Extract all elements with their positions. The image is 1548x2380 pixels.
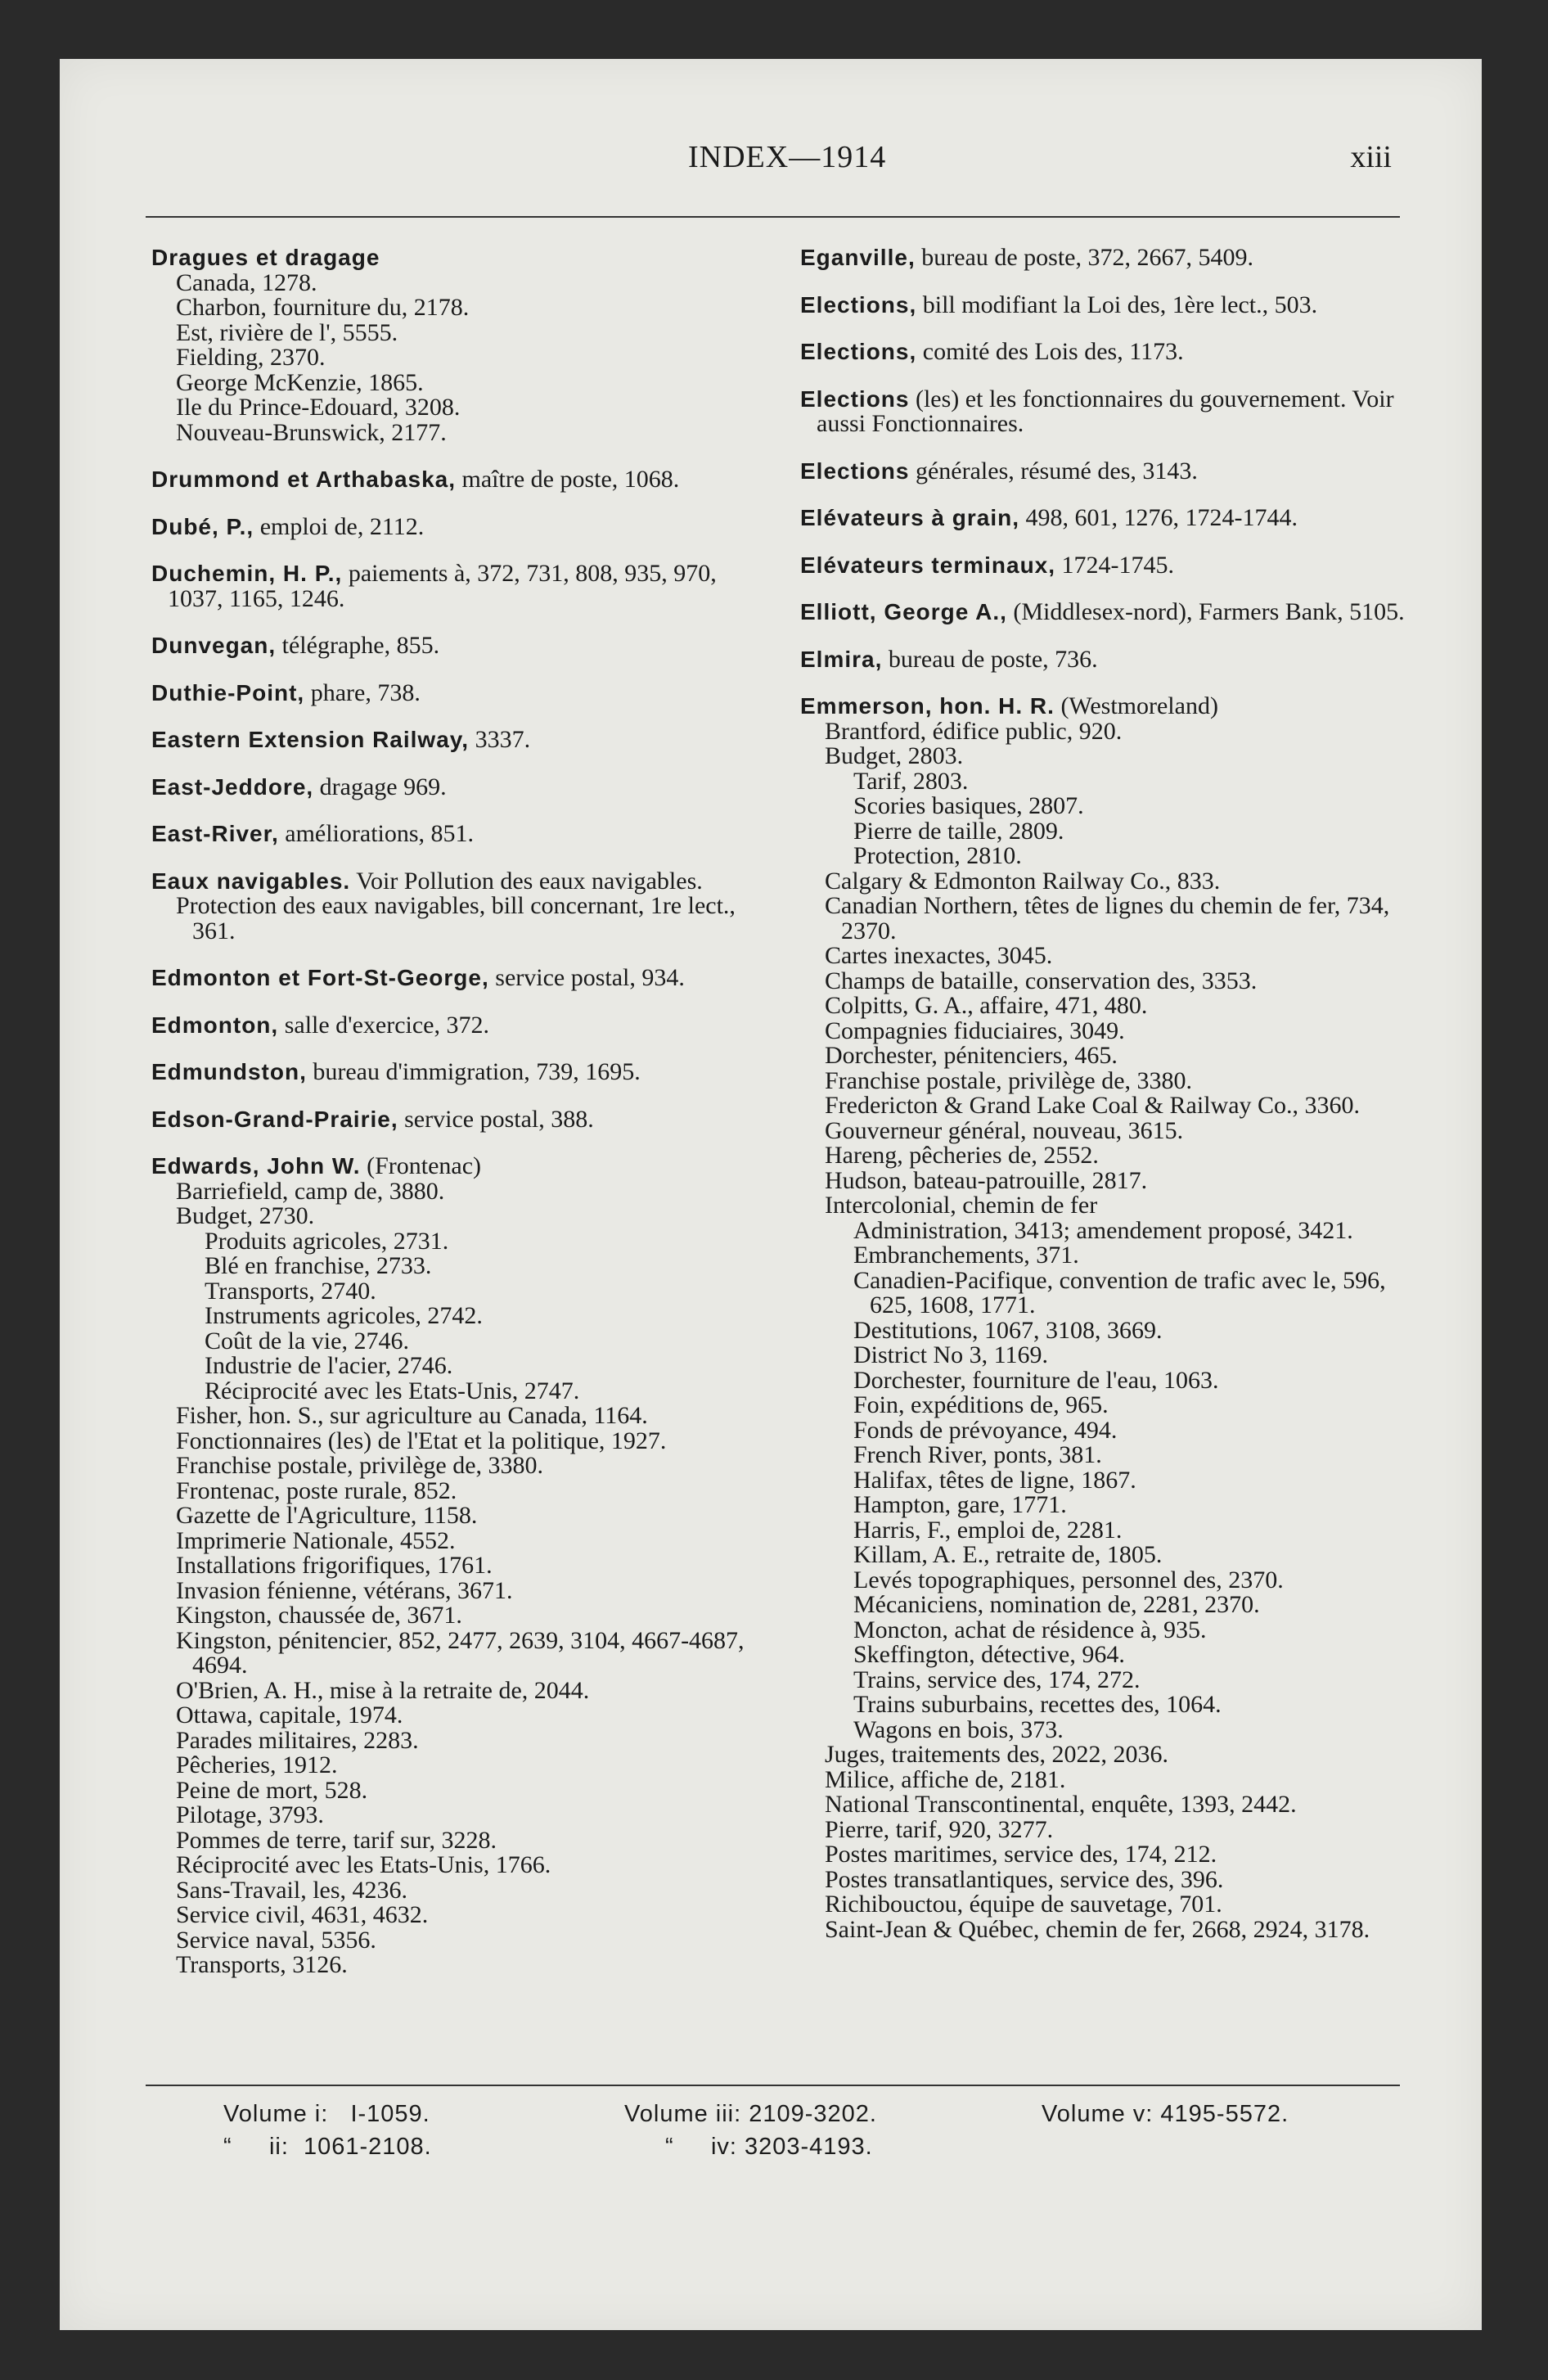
entry-heading-line: [151, 728, 765, 753]
sub-entry: Killam, A. E., retraite de, 1805.: [853, 1541, 1163, 1568]
index-entry: [151, 1013, 765, 1039]
entry-heading-line: [800, 506, 1414, 531]
sub-entry: Harris, F., emploi de, 2281.: [853, 1516, 1123, 1544]
sub-entry: Scories basiques, 2807.: [853, 792, 1084, 819]
sub-entry: Réciprocité avec les Etats-Unis, 2747.: [205, 1377, 580, 1404]
entry-headword: Elévateurs terminaux,: [800, 552, 1056, 578]
sub-entry: Skeffington, détective, 964.: [853, 1641, 1125, 1668]
sub-entry: Budget, 2803.: [825, 742, 964, 769]
index-entry: [151, 467, 765, 493]
sub-entry: Hampton, gare, 1771.: [853, 1491, 1067, 1518]
sub-entry: Brantford, édifice public, 920.: [825, 717, 1123, 745]
footer-volume-iii: Volume iii: 2109-3202.: [624, 2101, 877, 2127]
sub-entry: Transports, 3126.: [176, 1951, 348, 1978]
sub-entry: Pierre de taille, 2809.: [853, 817, 1064, 845]
index-entry: [800, 340, 1414, 365]
entry-text: maître de poste, 1068.: [461, 466, 680, 493]
sub-entry: Produits agricoles, 2731.: [205, 1227, 449, 1255]
sub-entry: Protection des eaux navigables, bill concernant, 1re lect., 361.: [176, 892, 736, 944]
entry-text: service postal, 934.: [495, 964, 685, 991]
entry-headword: East-Jeddore,: [151, 773, 314, 800]
index-entry: [800, 506, 1414, 531]
index-entry: [151, 561, 765, 611]
entry-headword: Elections: [800, 458, 910, 484]
entry-headword: Emmerson, hon. H. R.: [800, 693, 1055, 719]
sub-entry: Calgary & Edmonton Railway Co., 833.: [825, 867, 1221, 895]
index-entry: [800, 694, 1414, 1942]
entry-headword: Edmundston,: [151, 1059, 307, 1084]
sub-entry: Franchise postale, privilège de, 3380.: [176, 1452, 544, 1479]
sub-entry: Intercolonial, chemin de fer: [825, 1192, 1098, 1219]
entry-heading-line: [800, 600, 1414, 625]
entry-text: (Middlesex-nord), Farmers Bank, 5105.: [1013, 598, 1405, 625]
entry-heading-line: [800, 647, 1414, 673]
sub-entry: Cartes inexactes, 3045.: [825, 942, 1053, 969]
sub-entry: Gouverneur général, nouveau, 3615.: [825, 1116, 1184, 1144]
entry-heading-line: [151, 678, 765, 706]
entry-headword: Duchemin, H. P.,: [151, 561, 343, 586]
sub-entry: Pierre, tarif, 920, 3277.: [825, 1815, 1054, 1843]
entry-text: bureau de poste, 372, 2667, 5409.: [921, 244, 1253, 271]
sub-entry: Est, rivière de l', 5555.: [176, 318, 398, 346]
index-entry: [800, 246, 1414, 271]
entry-heading-line: [151, 869, 765, 895]
entry-headword: Dubé, P.,: [151, 513, 254, 539]
entry-headword: Elliott, George A.,: [800, 599, 1007, 624]
entry-heading-line: [800, 340, 1414, 365]
sub-entry: Mécaniciens, nomination de, 2281, 2370.: [853, 1591, 1260, 1618]
entry-heading-line: [151, 822, 765, 847]
sub-entry: Barriefield, camp de, 3880.: [176, 1177, 445, 1205]
entry-headword: Edwards, John W.: [151, 1153, 361, 1179]
entry-text: (Westmoreland): [1060, 692, 1218, 719]
index-entry: [151, 775, 765, 800]
entry-headword: Elections,: [800, 291, 917, 318]
entry-text: bureau de poste, 736.: [888, 645, 1098, 673]
entry-heading-line: [151, 966, 765, 991]
sub-entry: Imprimerie Nationale, 4552.: [176, 1526, 456, 1554]
sub-entry: Coût de la vie, 2746.: [205, 1327, 409, 1355]
index-entry: [151, 512, 765, 540]
entry-headword: Elévateurs à grain,: [800, 505, 1020, 530]
sub-entry: Saint-Jean & Québec, chemin de fer, 2668, 2924, 3178.: [825, 1915, 1370, 1943]
sub-entry: French River, ponts, 381.: [853, 1441, 1102, 1468]
header-rule: [146, 216, 1400, 218]
entry-text: salle d'exercice, 372.: [284, 1011, 489, 1039]
entry-headword: Edson-Grand-Prairie,: [151, 1106, 398, 1132]
sub-entry: Fielding, 2370.: [176, 344, 326, 371]
entry-headword: Drummond et Arthabaska,: [151, 467, 457, 492]
entry-headword: Elections: [800, 385, 910, 412]
sub-entry: Fredericton & Grand Lake Coal & Railway Co., 3360.: [825, 1092, 1361, 1119]
sub-entry: Sans-Travail, les, 4236.: [176, 1876, 408, 1904]
entry-headword: Edmonton,: [151, 1012, 279, 1038]
sub-entry: National Transcontinental, enquête, 1393, 2442.: [825, 1791, 1297, 1818]
index-entry: [800, 459, 1414, 485]
entry-text: bureau d'immigration, 739, 1695.: [313, 1058, 641, 1085]
entry-heading-line: [151, 561, 765, 611]
entry-heading-line: [151, 775, 765, 800]
entry-text: emploi de, 2112.: [259, 512, 425, 540]
sub-entry: O'Brien, A. H., mise à la retraite de, 2044.: [176, 1676, 590, 1704]
sub-entry: Transports, 2740.: [205, 1277, 376, 1305]
sub-entry: Charbon, fourniture du, 2178.: [176, 294, 470, 321]
sub-entry: Trains, service des, 174, 272.: [853, 1666, 1141, 1693]
sub-entry: Franchise postale, privilège de, 3380.: [825, 1066, 1193, 1094]
entry-heading-line: [151, 633, 765, 659]
sub-entry: Milice, affiche de, 2181.: [825, 1765, 1066, 1793]
sub-entry: Colpitts, G. A., affaire, 471, 480.: [825, 992, 1148, 1019]
sub-entry: Pommes de terre, tarif sur, 3228.: [176, 1826, 497, 1854]
sub-entry: Canadien-Pacifique, convention de trafic avec le, 596, 625, 1608, 1771.: [853, 1266, 1386, 1318]
entry-text: (Frontenac): [367, 1152, 482, 1179]
sub-entry: Champs de bataille, conservation des, 3353.: [825, 967, 1258, 994]
index-entry: [151, 1107, 765, 1133]
sub-entry: Instruments agricoles, 2742.: [205, 1302, 483, 1329]
entry-heading-line: [151, 1013, 765, 1039]
index-entry: [151, 728, 765, 753]
sub-entry: Gazette de l'Agriculture, 1158.: [176, 1502, 478, 1529]
sub-entry: Wagons en bois, 373.: [853, 1715, 1064, 1743]
index-entry: [800, 293, 1414, 318]
footer-volume-i: Volume i: I-1059.: [223, 2101, 430, 2127]
entry-text: améliorations, 851.: [285, 820, 475, 847]
sub-entry: Blé en franchise, 2733.: [205, 1252, 432, 1279]
sub-entry: Hudson, bateau-patrouille, 2817.: [825, 1166, 1148, 1194]
page-number: xiii: [1350, 140, 1392, 174]
sub-entry: Richibouctou, équipe de sauvetage, 701.: [825, 1891, 1222, 1918]
sub-entry: District No 3, 1169.: [853, 1341, 1049, 1368]
entry-headword: Elmira,: [800, 646, 883, 672]
index-page: [60, 59, 1482, 2330]
entry-heading-line: [800, 694, 1414, 719]
sub-entry: Canada, 1278.: [176, 268, 317, 296]
index-entry: [151, 869, 765, 944]
index-entry: [800, 600, 1414, 625]
sub-entry: Pêcheries, 1912.: [176, 1751, 338, 1778]
footer-volume-ii: “ ii: 1061-2108.: [223, 2134, 432, 2160]
entry-heading-line: [151, 467, 765, 493]
entry-heading-line: [151, 1107, 765, 1133]
entry-heading-line: [800, 459, 1414, 485]
sub-entry: Frontenac, poste rurale, 852.: [176, 1476, 457, 1504]
sub-entry: Nouveau-Brunswick, 2177.: [176, 418, 447, 446]
entry-heading-line: [800, 293, 1414, 318]
entry-text: 498, 601, 1276, 1724-1744.: [1025, 504, 1298, 531]
index-entry: [800, 387, 1414, 437]
index-entry: [151, 1060, 765, 1085]
entry-headword: Duthie-Point,: [151, 679, 305, 705]
entry-headword: Eaux navigables.: [151, 868, 351, 894]
entry-text: comité des Lois des, 1173.: [922, 338, 1184, 365]
sub-entry: Kingston, pénitencier, 852, 2477, 2639, 3104, 4667-4687, 4694.: [176, 1626, 745, 1679]
sub-entry: Installations frigorifiques, 1761.: [176, 1552, 493, 1579]
sub-entry: Industrie de l'acier, 2746.: [205, 1352, 453, 1379]
sub-entry: Compagnies fiduciaires, 3049.: [825, 1016, 1125, 1044]
sub-entry: Postes maritimes, service des, 174, 212.: [825, 1841, 1217, 1868]
entry-headword: Elections,: [800, 339, 917, 364]
sub-entry: Budget, 2730.: [176, 1202, 315, 1229]
index-entry: [151, 822, 765, 847]
entry-text: service postal, 388.: [404, 1105, 594, 1133]
entry-heading-line: [151, 512, 765, 540]
entry-headword: Eastern Extension Railway,: [151, 727, 470, 752]
sub-entry: Foin, expéditions de, 965.: [853, 1391, 1109, 1418]
entry-headword: Dragues et dragage: [151, 245, 380, 270]
sub-entry: Dorchester, pénitenciers, 465.: [825, 1042, 1118, 1069]
sub-entry: Embranchements, 371.: [853, 1242, 1079, 1269]
entry-text: (les) et les fonctionnaires du gouvernement. Voir aussi Fonctionnaires.: [817, 385, 1394, 437]
sub-entry: Destitutions, 1067, 3108, 3669.: [853, 1316, 1163, 1344]
footer-rule: [146, 2085, 1400, 2086]
entry-text: 3337.: [475, 726, 531, 753]
sub-entry: Service civil, 4631, 4632.: [176, 1901, 429, 1928]
sub-entry: Hareng, pêcheries de, 2552.: [825, 1142, 1099, 1169]
entry-heading-line: [151, 1060, 765, 1085]
entry-heading-line: [151, 246, 765, 271]
entry-heading-line: [151, 1154, 765, 1179]
sub-entry: Administration, 3413; amendement proposé, 3421.: [853, 1216, 1353, 1244]
footer-volume-iv: “ iv: 3203-4193.: [665, 2134, 873, 2160]
index-entry: [151, 678, 765, 706]
entry-headword: Eganville,: [800, 245, 916, 270]
sub-entry: Pilotage, 3793.: [176, 1801, 324, 1828]
entry-headword: Dunvegan,: [151, 633, 277, 658]
page-title: INDEX—1914: [688, 140, 887, 174]
sub-entry: Fonds de prévoyance, 494.: [853, 1416, 1118, 1444]
sub-entry: Tarif, 2803.: [853, 767, 969, 795]
entry-heading-line: [800, 246, 1414, 271]
sub-entry: Halifax, têtes de ligne, 1867.: [853, 1466, 1136, 1494]
sub-entry: George McKenzie, 1865.: [176, 368, 424, 396]
entry-headword: East-River,: [151, 821, 279, 846]
sub-entry: Kingston, chaussée de, 3671.: [176, 1602, 462, 1629]
index-entry: [151, 1154, 765, 1978]
entry-text: télégraphe, 855.: [281, 632, 440, 659]
sub-entry: Parades militaires, 2283.: [176, 1726, 419, 1754]
left-column: [151, 246, 765, 2000]
entry-text: dragage 969.: [319, 773, 447, 800]
sub-entry: Canadian Northern, têtes de lignes du chemin de fer, 734, 2370.: [825, 892, 1390, 944]
sub-entry: Postes transatlantiques, service des, 396.: [825, 1865, 1224, 1893]
entry-headword: Edmonton et Fort-St-George,: [151, 965, 489, 990]
sub-entry: Moncton, achat de résidence à, 935.: [853, 1616, 1207, 1643]
index-entry: [800, 553, 1414, 579]
sub-entry: Trains suburbains, recettes des, 1064.: [853, 1691, 1222, 1718]
sub-entry: Dorchester, fourniture de l'eau, 1063.: [853, 1366, 1219, 1394]
index-entry: [151, 246, 765, 445]
sub-entry: Invasion fénienne, vétérans, 3671.: [176, 1576, 513, 1604]
sub-entry: Ottawa, capitale, 1974.: [176, 1702, 403, 1729]
sub-entry: Fonctionnaires (les) de l'Etat et la politique, 1927.: [176, 1427, 667, 1454]
entry-text: paiements à, 372, 731, 808, 935, 970, 1037, 1165, 1246.: [168, 560, 717, 612]
sub-entry: Juges, traitements des, 2022, 2036.: [825, 1741, 1168, 1768]
entry-text: bill modifiant la Loi des, 1ère lect., 503.: [922, 291, 1318, 318]
sub-entry: Protection, 2810.: [853, 842, 1022, 869]
entry-heading-line: [800, 387, 1414, 437]
index-entry: [800, 647, 1414, 673]
index-entry: [151, 966, 765, 991]
page-header: [60, 139, 1482, 188]
sub-entry: Service naval, 5356.: [176, 1926, 376, 1954]
entry-heading-line: [800, 553, 1414, 579]
entry-text: 1724-1745.: [1061, 551, 1175, 579]
footer-volume-v: Volume v: 4195-5572.: [1042, 2101, 1289, 2127]
entry-text: Voir Pollution des eaux navigables.: [356, 867, 703, 895]
sub-entry: Ile du Prince-Edouard, 3208.: [176, 394, 461, 421]
sub-entry: Fisher, hon. S., sur agriculture au Canada, 1164.: [176, 1402, 648, 1429]
entry-text: générales, résumé des, 3143.: [915, 457, 1198, 485]
index-entry: [151, 633, 765, 659]
sub-entry: Réciprocité avec les Etats-Unis, 1766.: [176, 1851, 551, 1878]
sub-entry: Peine de mort, 528.: [176, 1776, 368, 1804]
sub-entry: Levés topographiques, personnel des, 2370.: [853, 1566, 1284, 1593]
entry-text: phare, 738.: [310, 678, 421, 706]
right-column: [800, 246, 1414, 1964]
